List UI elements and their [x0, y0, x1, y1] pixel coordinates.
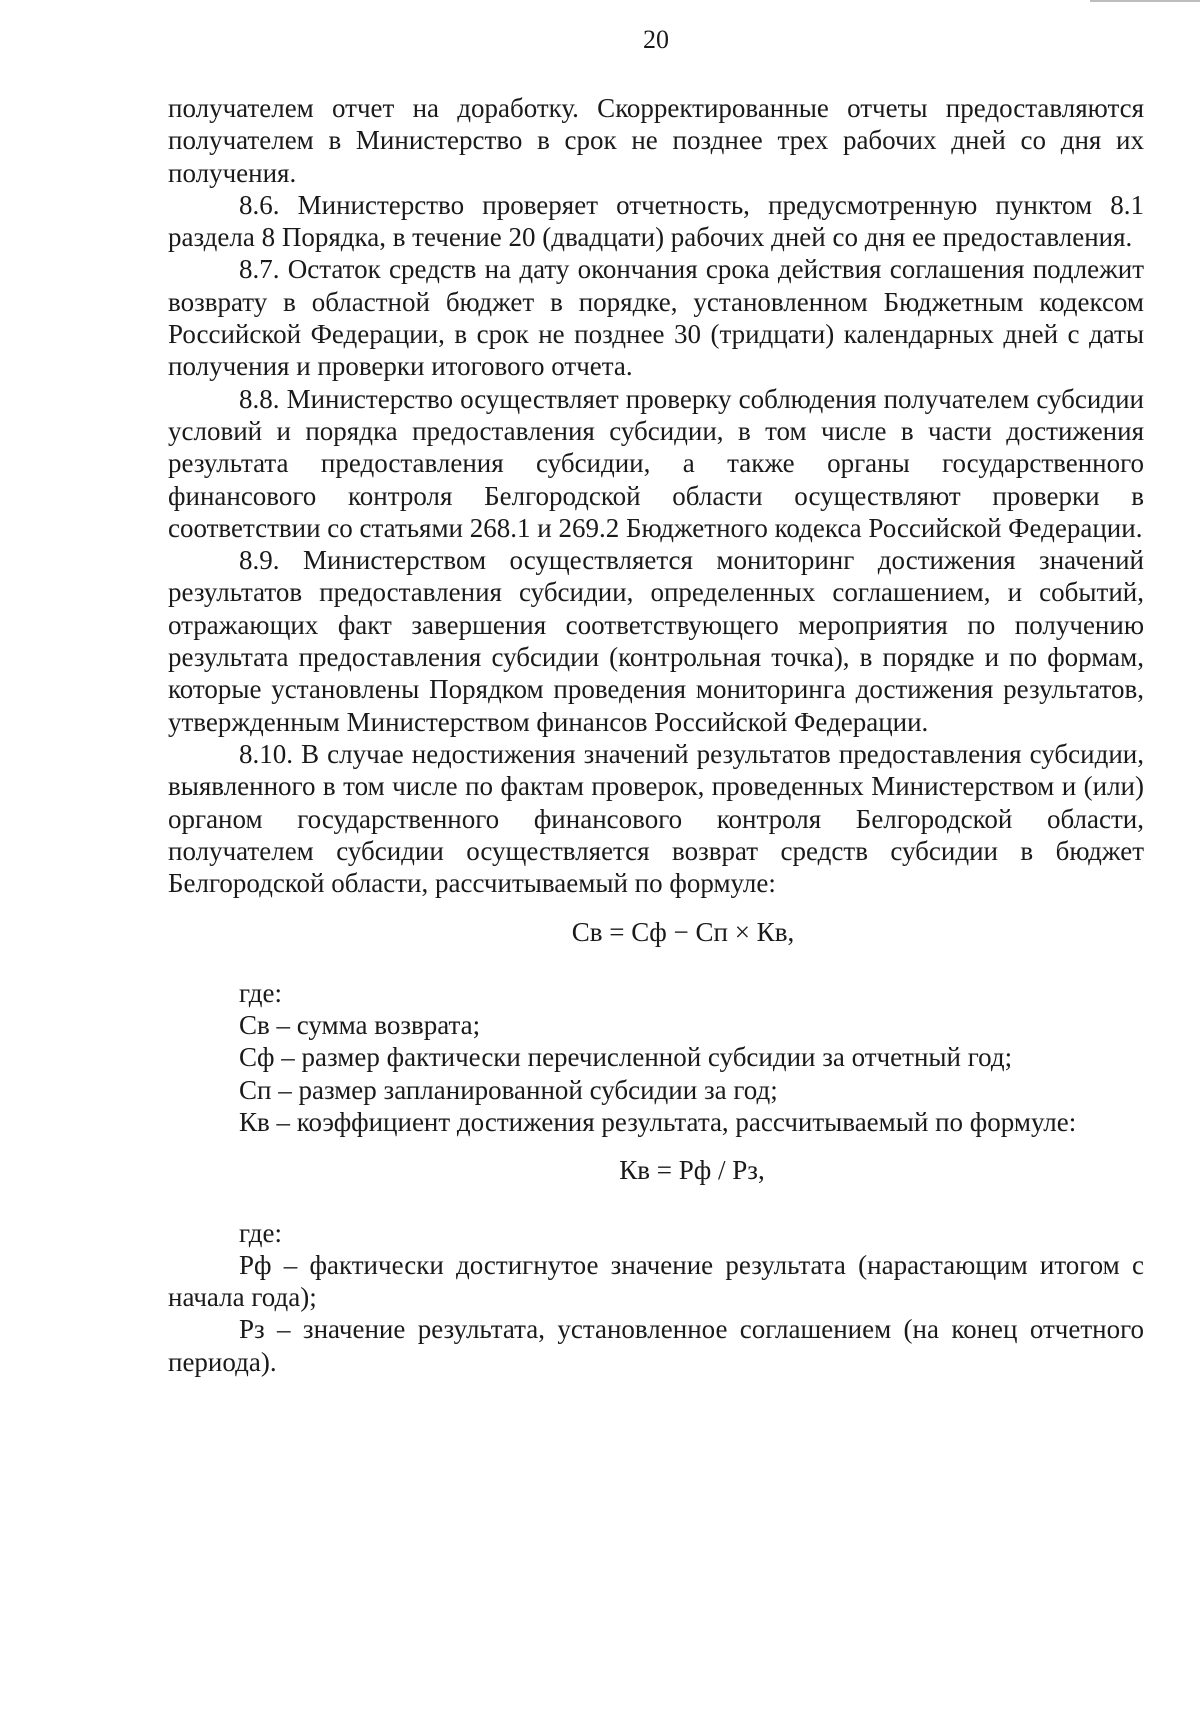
where-label-2: где:	[239, 1217, 282, 1248]
paragraph-8-10: 8.10. В случае недостижения значений результатов предоставления субсидии, выявленного в том числе по фактам проверок, проведенных Министерством и (или) органом государственного финансового контроля Белгородской области, получателем субсидии осуществляется возврат средств субсидии в бюджет Белгородской области, рассчитываемый по формуле:	[168, 738, 1144, 899]
where-label: где:	[239, 977, 282, 1008]
formula-return-amount: Св = Сф − Сп × Кв,	[571, 917, 795, 948]
paragraph-8-8: 8.8. Министерство осуществляет проверку соблюдения получателем субсидии условий и порядка предоставления субсидии, в том числе в части достижения результата предоставления субсидии, а также органы государственного финансового контроля Белгородской области осуществляют проверки в соответствии со статьями 268.1 и 269.2 Бюджетного кодекса Российской Федерации.	[168, 383, 1144, 543]
page-number: 20	[643, 25, 669, 54]
definition-sv: Св – сумма возврата;	[239, 1010, 481, 1041]
definition-sp: Сп – размер запланированной субсидии за год;	[239, 1074, 778, 1105]
definition-kv: Кв – коэффициент достижения результата, рассчитываемый по формуле:	[239, 1106, 1077, 1137]
document-body	[168, 92, 1144, 1378]
scan-edge-line	[1090, 0, 1200, 2]
definition-rz: Рз – значение результата, установленное соглашением (на конец отчетного периода).	[168, 1314, 1144, 1377]
paragraph-8-6: 8.6. Министерство проверяет отчетность, предусмотренную пунктом 8.1 раздела 8 Порядка, в течение 20 (двадцати) рабочих дней со дня ее предоставления.	[168, 189, 1144, 253]
paragraph-8-7: 8.7. Остаток средств на дату окончания срока действия соглашения подлежит возврату в областной бюджет в порядке, установленном Бюджетным кодексом Российской Федерации, в срок не позднее 30 (тридцати) календарных дней с даты получения и проверки итогового отчета.	[168, 254, 1144, 382]
paragraph-continuation: получателем отчет на доработку. Скорректированные отчеты предоставляются получателем в Министерство в срок не позднее трех рабочих дней со дня их получения.	[168, 93, 1144, 188]
paragraph-8-9: 8.9. Министерством осуществляется мониторинг достижения значений результатов предоставления субсидии, определенных соглашением, и событий, отражающих факт завершения соответствующего мероприятия по получению результата предоставления субсидии (контрольная точка), в порядке и по формам, которые установлены Порядком проведения мониторинга достижения результатов, утвержденным Министерством финансов Российской Федерации.	[168, 545, 1144, 737]
definition-sf: Сф – размер фактически перечисленной субсидии за отчетный год;	[239, 1042, 1013, 1073]
definition-rf: Рф – фактически достигнутое значение результата (нарастающим итогом с начала года);	[168, 1249, 1144, 1313]
formula-coefficient: Кв = Рф / Рз,	[619, 1155, 765, 1186]
